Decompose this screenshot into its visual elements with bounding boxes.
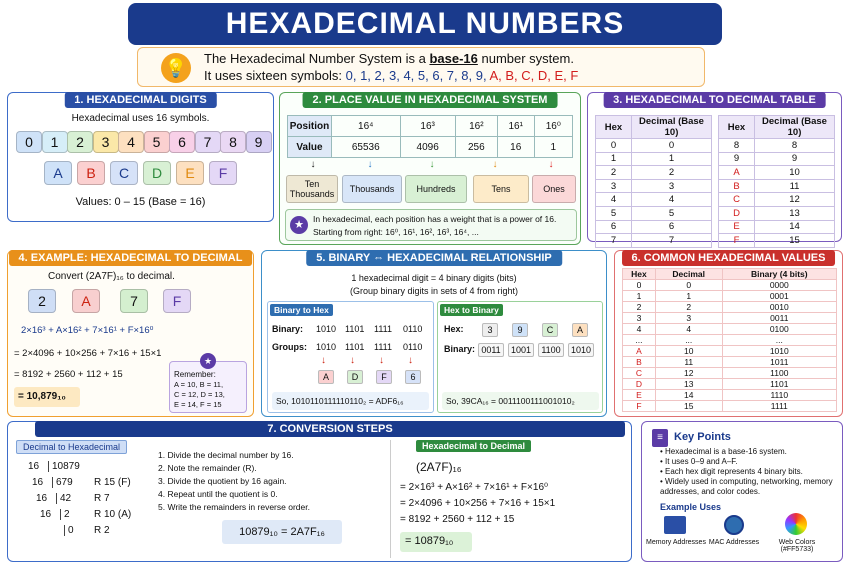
hex-cell: 2 [596,166,632,180]
pv-note2: Starting from right: 16⁰, 16¹, 16², 16³, 16⁴, ... [313,227,479,237]
arrow-down-icon: ↓ [548,159,554,170]
s4-line2: = 2×4096 + 10×256 + 7×16 + 15×1 [14,348,162,359]
hex-cell: 4 [596,193,632,207]
hex-digit: 0 [16,131,42,153]
star-icon: ★ [290,216,308,234]
cell: D [623,379,656,390]
cell: 1101 [722,379,836,390]
cell: 0010 [722,302,836,313]
bin-group: 1100 [538,343,564,357]
pv-note [285,209,577,241]
b2h-so: So, 1010110111110110₂ = ADF6₁₆ [272,392,429,410]
hex-digit: 7 [195,131,221,153]
pv-val: 1 [534,137,572,158]
hex-letter: E [176,161,204,185]
dec-cell: 9 [755,152,835,166]
dec-cell: 1 [632,152,712,166]
hex-letter: D [143,161,171,185]
pv-name: Hundreds [405,175,467,203]
cell: 0 [655,280,722,291]
cell: 0000 [722,280,836,291]
s5-header: 5. BINARY ⇔ HEXADECIMAL RELATIONSHIP [306,250,562,266]
lightbulb-icon: 💡 [161,53,191,83]
kp-title: Key Points [674,431,731,443]
arrow-down-icon: ↓ [492,159,498,170]
h2d-line1: = 2×16³ + A×16² + 7×16¹ + F×16⁰ [400,482,549,493]
hex-letter: F [209,161,237,185]
cell: 1 [623,291,656,302]
step: 4. Repeat until the quotient is 0. [158,489,278,499]
hex-letter: C [110,161,138,185]
h2d-title: Hexadecimal to Decimal [416,440,531,452]
dec-cell: 15 [755,234,835,248]
cell: 10 [655,346,722,357]
s4-header: 4. EXAMPLE: HEXADECIMAL TO DECIMAL [9,250,253,266]
binary-group: 1111 [374,324,393,334]
divisor: 16 [28,461,40,472]
remember-title: Remember: [174,370,216,379]
kp-item: • It uses 0–9 and A–F. [660,457,738,466]
group: 1010 [316,342,337,352]
step: 5. Write the remainders in reverse order. [158,502,310,512]
hex-dec-table-right [718,115,835,248]
cell: 2 [623,302,656,313]
binary-label: Binary: [272,324,304,334]
binary-group: 0110 [403,324,423,334]
cell: ... [623,335,656,346]
hex-result: D [347,370,363,384]
hex-result: F [376,370,392,384]
hex-cell: 6 [596,220,632,234]
use-memory: Memory Addresses [646,539,706,546]
remember-item: E = 14, F = 15 [174,400,222,409]
hex-cell: 8 [719,139,755,153]
intro-text: The Hexadecimal Number System is a [204,51,426,66]
kp-item: • Hexadecimal is a base-16 system. [660,447,787,456]
cell: 15 [655,401,722,412]
cell: ... [722,335,836,346]
cell: 13 [655,379,722,390]
color-palette-icon [785,513,807,535]
cell: ... [655,335,722,346]
cell: 1 [655,291,722,302]
cell: A [623,346,656,357]
dividend: 10879 [48,461,80,472]
dec-cell: 12 [755,193,835,207]
pv-name: Thousands [342,175,402,203]
pv-name: Ones [532,175,576,203]
hex-cell: 0 [596,139,632,153]
hex-letter: A [44,161,72,185]
section-conversion [7,421,632,562]
pv-name: Tens [473,175,529,203]
pv-val: 4096 [400,137,455,158]
bin-group: 1010 [568,343,594,357]
h2d-line2: = 2×4096 + 10×256 + 7×16 + 15×1 [400,498,556,509]
cell: 1111 [722,401,836,412]
hex-result: 6 [405,370,421,384]
pv-val: 256 [455,137,497,158]
h2d-hexnum: (2A7F)₁₆ [416,460,462,474]
pv-val: 16 [497,137,534,158]
section-hex-dec-table [587,92,842,246]
b2h-title: Binary to Hex [270,304,333,316]
pv-val: 65536 [332,137,401,158]
pv-pos: 16¹ [497,116,534,137]
step: 2. Note the remainder (R). [158,463,257,473]
intro-box [137,47,705,87]
cell: 3 [623,313,656,324]
cell: 1110 [722,390,836,401]
pv-pos: 16³ [400,116,455,137]
dividend: 42 [56,493,71,504]
dec-cell: 4 [632,193,712,207]
hex-cell: 1 [596,152,632,166]
dividend: 2 [60,509,70,520]
s7-header: 7. CONVERSION STEPS [35,421,625,437]
hex-cell: A [719,166,755,180]
dec-cell: 14 [755,220,835,234]
hex-digit: 3 [482,323,498,337]
s5-line1: 1 hexadecimal digit = 4 binary digits (bits) [351,273,517,283]
cell: F [623,401,656,412]
cell: 0011 [722,313,836,324]
hex-digit: 3 [93,131,119,153]
hex-digit: 1 [42,131,68,153]
remainder: R 7 [94,493,110,504]
section-binary-hex [261,250,607,417]
hex-digit: 8 [220,131,246,153]
cell: 2 [655,302,722,313]
col-header: Decimal [655,269,722,280]
dec-cell: 11 [755,179,835,193]
kp-list [652,447,840,497]
hex-cell: F [719,234,755,248]
clipboard-icon: ≡ [652,429,668,447]
step: 1. Divide the decimal number by 16. [158,450,294,460]
hex-digit: 4 [118,131,144,153]
use-colors: Web Colors (#FF5733) [778,539,816,553]
arrow-down-icon: ↓ [367,159,373,170]
hex-cell: 7 [596,234,632,248]
bin-label: Binary: [444,344,476,354]
dividend: 0 [64,525,74,536]
dec-cell: 6 [632,220,712,234]
ex-digit: 7 [120,289,148,313]
hex-cell: 3 [596,179,632,193]
s4-expr: 2×16³ + A×16² + 7×16¹ + F×16⁰ [21,325,154,336]
remember-item: A = 10, B = 11, [174,380,224,389]
col-hex: Hex [719,116,755,139]
dec-cell: 8 [755,139,835,153]
intro-base16: base-16 [429,51,478,66]
s1-values: Values: 0 – 15 (Base = 16) [75,196,206,208]
ex-digit: A [72,289,100,313]
star-icon: ★ [200,353,216,369]
arrow-down-icon: ↓ [350,355,355,366]
pv-pos: 16⁰ [534,116,572,137]
key-points [641,421,843,562]
h2b-title: Hex to Binary [440,304,503,316]
dec-cell: 10 [755,166,835,180]
s6-header: 6. COMMON HEXADECIMAL VALUES [622,250,836,266]
pv-note1: In hexadecimal, each position has a weight that is a power of 16. [313,214,557,224]
section-example [7,250,254,417]
bin-group: 1001 [508,343,534,357]
pv-pos: 16² [455,116,497,137]
arrow-down-icon: ↓ [379,355,384,366]
dec-cell: 7 [632,234,712,248]
s4-result: = 10,879₁₀ [14,387,80,407]
s4-line3: = 8192 + 2560 + 112 + 15 [14,369,123,380]
hex-digit: C [542,323,558,337]
intro-letters: A, B, C, D, E, F [489,68,579,83]
section-common-values [614,250,843,417]
dec-cell: 0 [632,139,712,153]
hex-result: A [318,370,334,384]
hex-cell: 9 [719,152,755,166]
remember-list [174,380,225,410]
divider [390,440,391,558]
divisor: 16 [36,493,48,504]
group: 0110 [403,342,423,352]
divisor: 16 [40,509,52,520]
col-dec: Decimal (Base 10) [632,116,712,139]
h2d-result: = 10879₁₀ [400,532,472,552]
cell: B [623,357,656,368]
ex-digit: F [163,289,191,313]
hex-digit: 6 [169,131,195,153]
group: 1111 [374,342,393,352]
section-hex-digits [7,92,274,222]
s2-header: 2. PLACE VALUE IN HEXADECIMAL SYSTEM [303,92,558,108]
binary-group: 1010 [316,324,337,334]
cell: E [623,390,656,401]
dec-cell: 13 [755,206,835,220]
d2h-title: Decimal to Hexadecimal [16,440,127,454]
pv-row2-label: Value [288,137,332,158]
s1-header: 1. HEXADECIMAL DIGITS [64,92,216,108]
binary-group: 1101 [345,324,365,334]
remainder: R 10 (A) [94,509,132,520]
cell: 0001 [722,291,836,302]
arrow-down-icon: ↓ [321,355,326,366]
cell: 0100 [722,324,836,335]
divisor: 16 [32,477,44,488]
col-dec: Decimal (Base 10) [755,116,835,139]
memory-chip-icon [664,516,686,534]
hex-digit: 2 [67,131,93,153]
arrow-down-icon: ↓ [310,159,316,170]
b2h-box [267,301,434,413]
groups-label: Groups: [272,342,307,352]
hex-letter: B [77,161,105,185]
s5-line2: (Group binary digits in sets of 4 from right) [349,286,519,296]
d2h-result: 10879₁₀ = 2A7F₁₆ [222,520,342,544]
cell: 12 [655,368,722,379]
hex-digit: 9 [512,323,528,337]
intro-suffix: number system. [481,51,574,66]
step: 3. Divide the quotient by 16 again. [158,476,287,486]
intro-line2: It uses sixteen symbols: [204,68,342,83]
remember-box [169,356,247,413]
remainder: R 2 [94,525,110,536]
arrow-down-icon: ↓ [429,159,435,170]
kp-item: • Each hex digit represents 4 binary bits. [660,467,803,476]
h2d-line3: = 8192 + 2560 + 112 + 15 [400,514,515,525]
pv-row1-label: Position [288,116,332,137]
pv-name: Ten Thousands [286,175,338,203]
common-values-table [622,268,837,412]
use-mac: MAC Addresses [708,539,760,546]
cell: 0 [623,280,656,291]
cell: 4 [623,324,656,335]
h2b-box [437,301,603,413]
remember-item: C = 12, D = 13, [174,390,225,399]
cell: 11 [655,357,722,368]
dec-cell: 3 [632,179,712,193]
place-value-table [287,115,573,158]
col-hex: Hex [596,116,632,139]
s3-header: 3. HEXADECIMAL TO DECIMAL TABLE [603,92,826,108]
hex-cell: D [719,206,755,220]
hex-digit: A [572,323,588,337]
col-header: Binary (4 bits) [722,269,836,280]
h2b-so: So, 39CA₁₆ = 0011100111001010₂ [442,392,599,410]
remainder: R 15 (F) [94,477,131,488]
hex-cell: E [719,220,755,234]
group: 1101 [345,342,365,352]
hex-cell: C [719,193,755,207]
dividend: 679 [52,477,73,488]
arrow-down-icon: ↓ [408,355,413,366]
hex-dec-table-left [595,115,712,248]
cell: 1011 [722,357,836,368]
hex-cell: 5 [596,206,632,220]
hex-digit: 9 [246,131,272,153]
col-header: Hex [623,269,656,280]
hex-cell: B [719,179,755,193]
globe-icon [724,515,744,535]
kp-item: • Widely used in computing, networking, memory addresses, and color codes. [660,477,833,496]
section-place-value [279,92,581,245]
ex-digit: 2 [28,289,56,313]
intro-numbers: 0, 1, 2, 3, 4, 5, 6, 7, 8, 9, [345,68,487,83]
cell: 1100 [722,368,836,379]
bin-group: 0011 [478,343,504,357]
pv-pos: 16⁴ [332,116,401,137]
cell: 14 [655,390,722,401]
cell: 3 [655,313,722,324]
hex-digit: 5 [144,131,170,153]
hex-label: Hex: [444,324,464,334]
cell: 1010 [722,346,836,357]
page-title: HEXADECIMAL NUMBERS [128,3,722,45]
dec-cell: 2 [632,166,712,180]
cell: C [623,368,656,379]
s1-sub: Hexadecimal uses 16 symbols. [71,113,210,124]
kp-uses-title: Example Uses [660,502,722,512]
s4-convert: Convert (2A7F)₁₆ to decimal. [48,271,175,282]
dec-cell: 5 [632,206,712,220]
cell: 4 [655,324,722,335]
